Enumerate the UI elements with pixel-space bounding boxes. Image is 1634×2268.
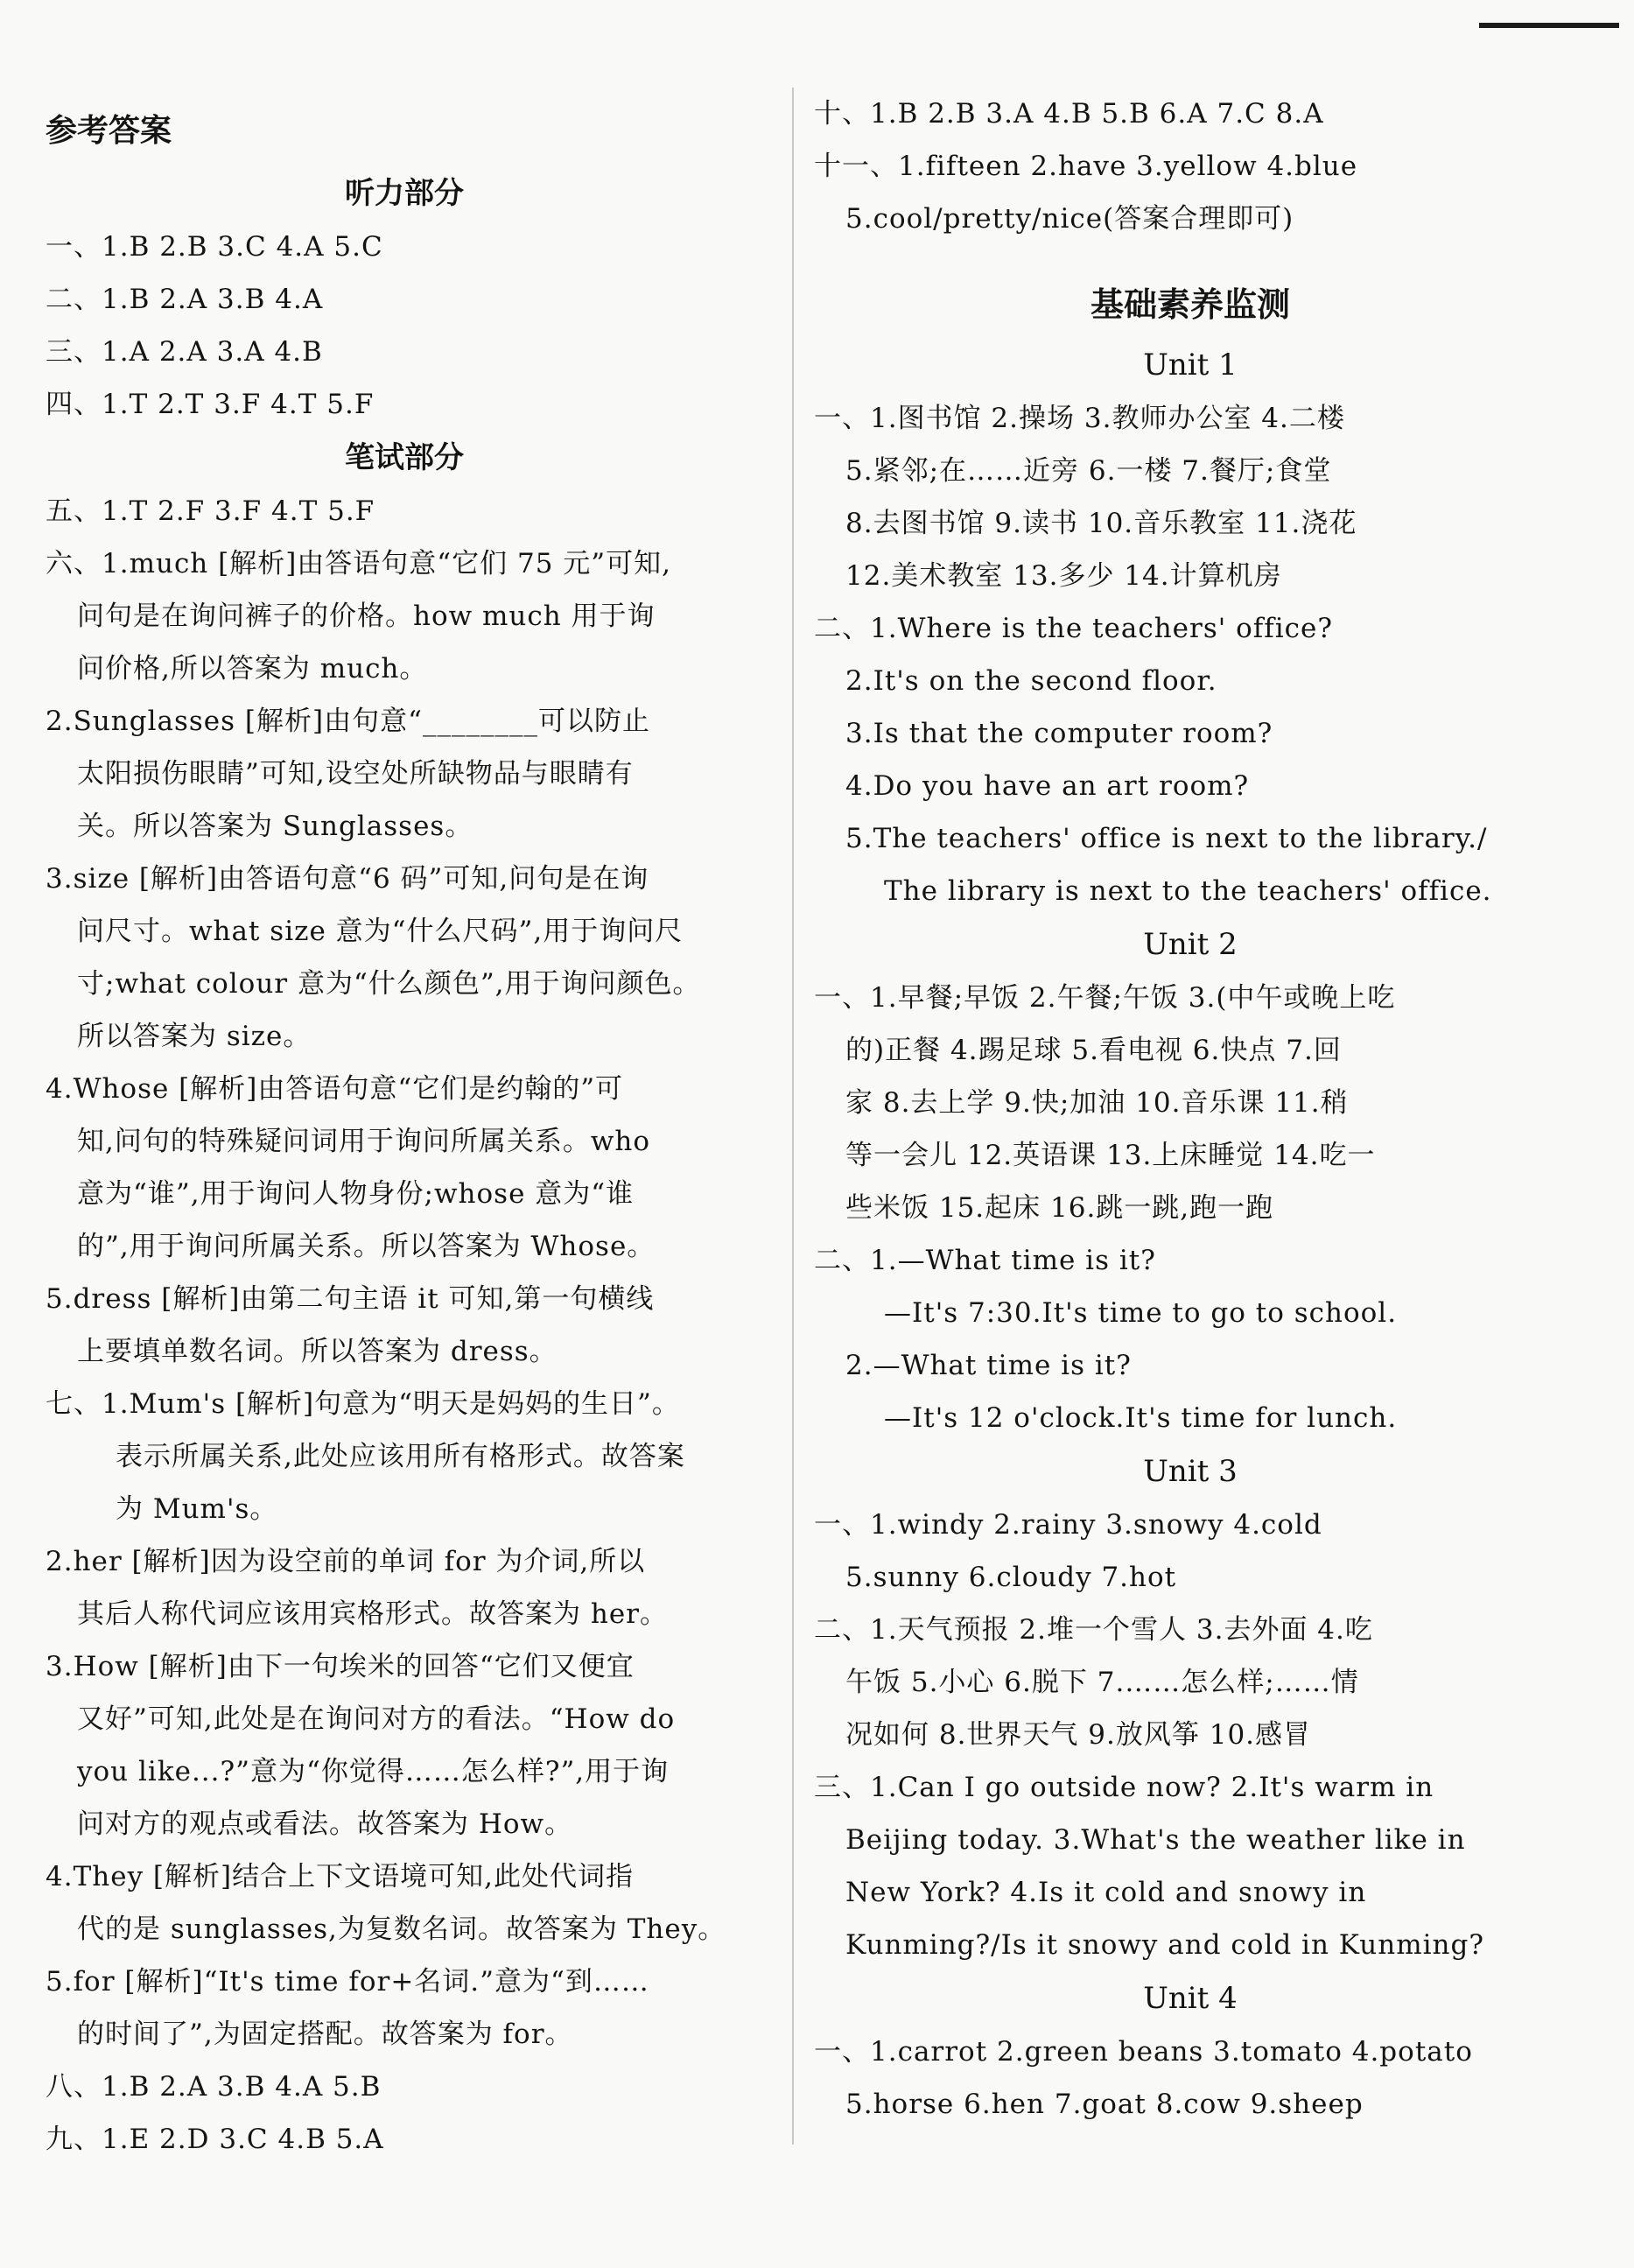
answer-line: 3.How [解析]由下一句埃米的回答“它们又便宜 bbox=[46, 1651, 635, 1682]
answer-line: 2.—What time is it? bbox=[845, 1350, 1132, 1381]
answer-line: 的”,用于询问所属关系。所以答案为 Whose。 bbox=[77, 1231, 656, 1262]
answer-line: 七、1.Mum's [解析]句意为“明天是妈妈的生日”。 bbox=[46, 1388, 680, 1420]
answer-line: 4.Do you have an art room? bbox=[845, 770, 1250, 802]
answer-line: 二、1.天气预报 2.堆一个雪人 3.去外面 4.吃 bbox=[814, 1614, 1373, 1646]
written-answers bbox=[46, 485, 763, 2166]
answer-line: 十一、1.fifteen 2.have 3.yellow 4.blue bbox=[814, 151, 1358, 182]
answer-line: 代的是 sunglasses,为复数名词。故答案为 They。 bbox=[77, 1913, 726, 1945]
answer-line: 的)正餐 4.踢足球 5.看电视 6.快点 7.回 bbox=[845, 1035, 1342, 1066]
listening-answers bbox=[46, 221, 763, 431]
answer-line: 表示所属关系,此处应该用所有格形式。故答案 bbox=[116, 1441, 685, 1472]
answer-line: 4.Whose [解析]由答语句意“它们是约翰的”可 bbox=[46, 1073, 624, 1105]
answer-line: —It's 7:30.It's time to go to school. bbox=[884, 1297, 1398, 1329]
answer-line: 问对方的观点或看法。故答案为 How。 bbox=[77, 1808, 573, 1840]
answer-line: 问句是在询问裤子的价格。how much 用于询 bbox=[77, 600, 656, 632]
written-heading: 笔试部分 bbox=[345, 440, 464, 475]
answer-line: 六、1.much [解析]由答语句意“它们 75 元”可知, bbox=[46, 548, 672, 579]
answer-line: 5.for [解析]“It's time for+名词.”意为“到…… bbox=[46, 1966, 649, 1998]
unit-heading: Unit 3 bbox=[1143, 1454, 1238, 1489]
answer-line: 十、1.B 2.B 3.A 4.B 5.B 6.A 7.C 8.A bbox=[814, 98, 1324, 130]
answer-line: 为 Mum's。 bbox=[116, 1493, 278, 1525]
answer-line: 知,问句的特殊疑问词用于询问所属关系。who bbox=[77, 1126, 651, 1157]
answer-line: you like...?”意为“你觉得……怎么样?”,用于询 bbox=[77, 1756, 670, 1787]
section-title: 基础素养监测 bbox=[1090, 285, 1290, 324]
left-column bbox=[46, 88, 763, 2166]
answer-line: 问尺寸。what size 意为“什么尺码”,用于询问尺 bbox=[77, 916, 684, 947]
top-rule bbox=[1479, 23, 1619, 28]
answer-line: 九、1.E 2.D 3.C 4.B 5.A bbox=[46, 2124, 384, 2155]
answer-line: 2.her [解析]因为设空前的单词 for 为介词,所以 bbox=[46, 1546, 646, 1577]
answer-line: 一、1.早餐;早饭 2.午餐;午饭 3.(中午或晚上吃 bbox=[814, 982, 1396, 1014]
answer-line: 八、1.B 2.A 3.B 4.A 5.B bbox=[46, 2071, 382, 2103]
listening-heading: 听力部分 bbox=[345, 176, 464, 211]
answer-line: 又好”可知,此处是在询问对方的看法。“How do bbox=[77, 1703, 676, 1735]
unit-answers bbox=[814, 338, 1567, 2131]
unit-heading: Unit 1 bbox=[1143, 348, 1238, 383]
answer-line: 家 8.去上学 9.快;加油 10.音乐课 11.稍 bbox=[845, 1087, 1349, 1119]
answer-line: 一、1.carrot 2.green beans 3.tomato 4.potato bbox=[814, 2036, 1473, 2068]
answer-line: 的时间了”,为固定搭配。故答案为 for。 bbox=[77, 2019, 573, 2050]
answer-line: 所以答案为 size。 bbox=[77, 1021, 312, 1052]
answer-line: 其后人称代词应该用宾格形式。故答案为 her。 bbox=[77, 1598, 668, 1630]
answer-line: 2.It's on the second floor. bbox=[845, 665, 1217, 697]
answer-line: 四、1.T 2.T 3.F 4.T 5.F bbox=[46, 389, 375, 420]
answer-line: 三、1.Can I go outside now? 2.It's warm in bbox=[814, 1772, 1434, 1803]
answer-line: 5.cool/pretty/nice(答案合理即可) bbox=[845, 203, 1294, 235]
answer-line: 况如何 8.世界天气 9.放风筝 10.感冒 bbox=[845, 1719, 1312, 1751]
answer-line: 午饭 5.小心 6.脱下 7.……怎么样;……情 bbox=[845, 1667, 1359, 1698]
answer-line: 一、1.windy 2.rainy 3.snowy 4.cold bbox=[814, 1509, 1322, 1541]
answer-line: 3.size [解析]由答语句意“6 码”可知,问句是在询 bbox=[46, 863, 649, 895]
answer-line: 太阳损伤眼睛”可知,设空处所缺物品与眼睛有 bbox=[77, 758, 634, 790]
unit-heading: Unit 4 bbox=[1143, 1981, 1238, 2016]
answer-line: 些米饭 15.起床 16.跳一跳,跑一跑 bbox=[845, 1192, 1274, 1224]
answer-line: 5.dress [解析]由第二句主语 it 可知,第一句横线 bbox=[46, 1283, 655, 1315]
answer-line: 5.紧邻;在……近旁 6.一楼 7.餐厅;食堂 bbox=[845, 455, 1332, 487]
answer-line: 12.美术教室 13.多少 14.计算机房 bbox=[845, 560, 1282, 592]
answer-line: 关。所以答案为 Sunglasses。 bbox=[77, 811, 473, 842]
answer-line: —It's 12 o'clock.It's time for lunch. bbox=[884, 1402, 1398, 1434]
column-divider bbox=[792, 88, 794, 2145]
answer-line: Beijing today. 3.What's the weather like in bbox=[845, 1824, 1466, 1856]
answer-line: 3.Is that the computer room? bbox=[845, 718, 1273, 749]
answer-line: 意为“谁”,用于询问人物身份;whose 意为“谁 bbox=[77, 1178, 635, 1210]
right-column bbox=[814, 88, 1567, 2131]
answers-continued bbox=[814, 88, 1567, 245]
answer-line: 5.sunny 6.cloudy 7.hot bbox=[845, 1562, 1177, 1593]
unit-heading: Unit 2 bbox=[1143, 927, 1238, 962]
answer-line: 二、1.—What time is it? bbox=[814, 1245, 1156, 1276]
answer-line: 二、1.Where is the teachers' office? bbox=[814, 613, 1333, 644]
page-title: 参考答案 bbox=[46, 113, 172, 149]
answer-line: 5.The teachers' office is next to the library./ bbox=[845, 823, 1488, 854]
answer-line: 问价格,所以答案为 much。 bbox=[77, 653, 428, 685]
answer-line: 5.horse 6.hen 7.goat 8.cow 9.sheep bbox=[845, 2089, 1364, 2120]
answer-line: 8.去图书馆 9.读书 10.音乐教室 11.浇花 bbox=[845, 508, 1357, 539]
answer-line: 五、1.T 2.F 3.F 4.T 5.F bbox=[46, 495, 375, 527]
answer-line: 2.Sunglasses [解析]由句意“________可以防止 bbox=[46, 706, 650, 737]
answer-line: 上要填单数名词。所以答案为 dress。 bbox=[77, 1336, 558, 1367]
answer-line: The library is next to the teachers' office. bbox=[884, 875, 1492, 907]
answer-line: 一、1.B 2.B 3.C 4.A 5.C bbox=[46, 231, 383, 263]
answer-line: Kunming?/Is it snowy and cold in Kunming? bbox=[845, 1929, 1484, 1961]
answer-line: 寸;what colour 意为“什么颜色”,用于询问颜色。 bbox=[77, 968, 701, 1000]
answer-line: 4.They [解析]结合上下文语境可知,此处代词指 bbox=[46, 1861, 634, 1892]
answer-line: New York? 4.Is it cold and snowy in bbox=[845, 1877, 1367, 1908]
answer-line: 等一会儿 12.英语课 13.上床睡觉 14.吃一 bbox=[845, 1140, 1376, 1171]
answer-line: 一、1.图书馆 2.操场 3.教师办公室 4.二楼 bbox=[814, 403, 1345, 434]
answer-line: 三、1.A 2.A 3.A 4.B bbox=[46, 336, 323, 368]
answer-line: 二、1.B 2.A 3.B 4.A bbox=[46, 284, 324, 315]
